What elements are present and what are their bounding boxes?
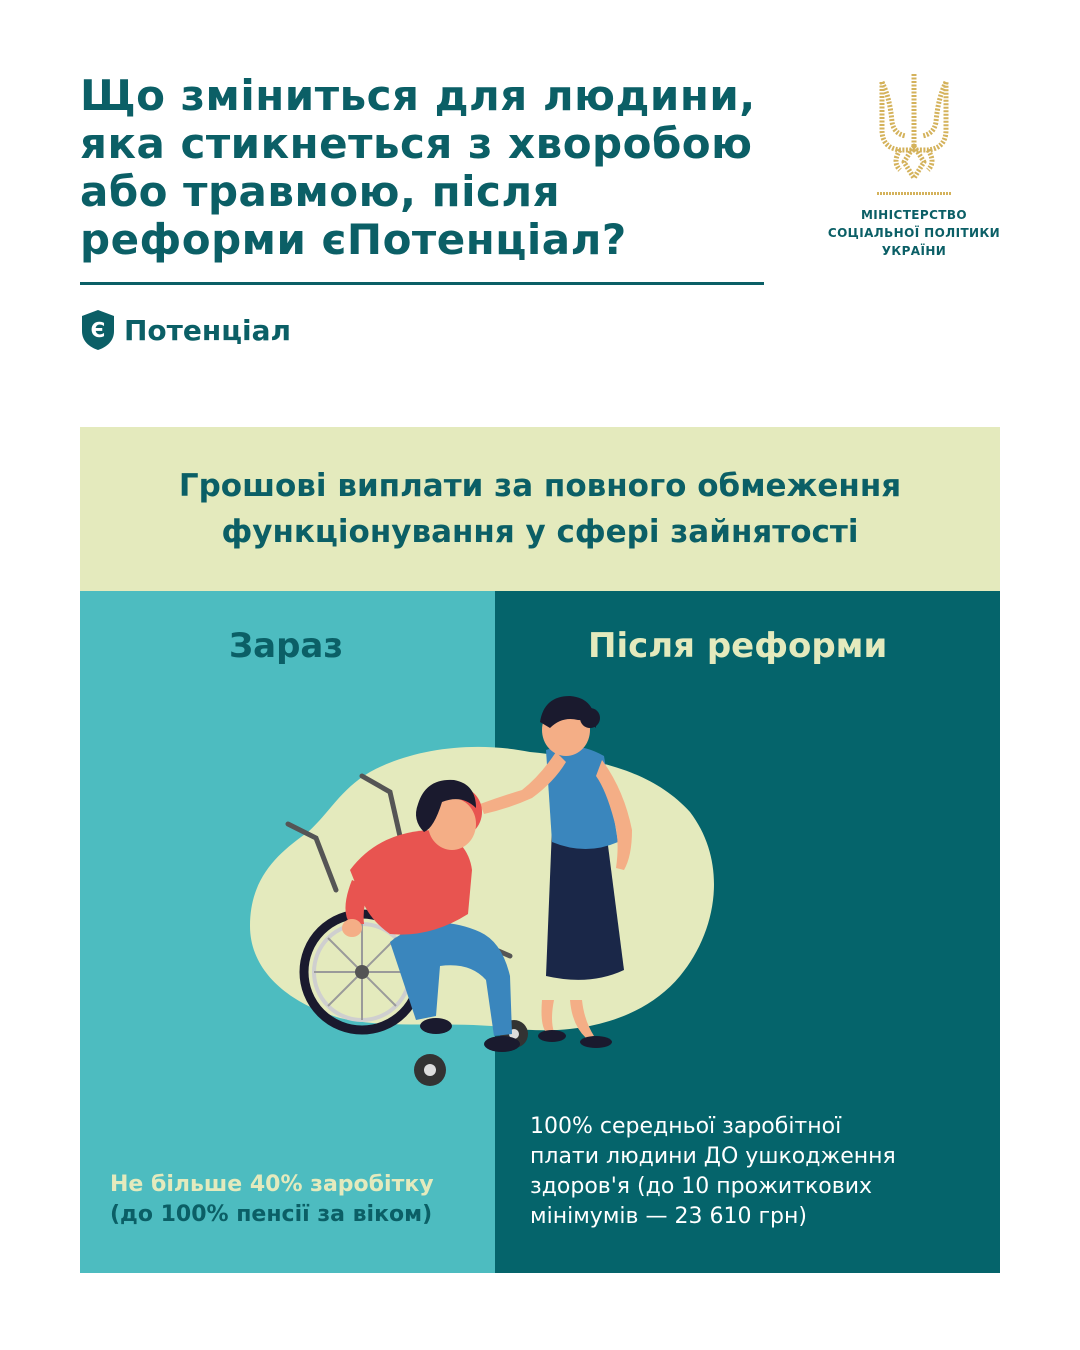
now-text-line: Не більше 40% заробітку — [110, 1172, 434, 1197]
now-description — [110, 1170, 434, 1230]
card-heading-line: Грошові виплати за повного обмеження — [178, 468, 902, 504]
trident-icon — [874, 70, 954, 182]
ministry-name — [800, 206, 1028, 260]
now-text-line: (до 100% пенсії за віком) — [110, 1202, 433, 1227]
shield-letter: Є — [90, 318, 106, 342]
ministry-name-line: СОЦІАЛЬНОЇ ПОЛІТИКИ — [827, 226, 1001, 240]
after-text-line: здоров'я (до 10 прожиткових — [530, 1174, 873, 1199]
title-line: Що зміниться для людини, — [80, 71, 756, 120]
card-heading — [80, 427, 1000, 591]
page-title — [80, 72, 780, 264]
after-description — [530, 1112, 896, 1232]
ministry-divider — [877, 192, 951, 195]
column-after-title: Після реформи — [588, 626, 888, 666]
background-blob — [250, 747, 714, 1030]
ministry-name-line: УКРАЇНИ — [881, 244, 947, 258]
brand-name: Потенціал — [124, 313, 291, 347]
brand-logo — [80, 308, 291, 352]
after-text-line: плати людини ДО ушкодження — [530, 1144, 896, 1169]
title-line: реформи єПотенціал? — [80, 215, 627, 264]
title-line: або травмою, після — [80, 167, 561, 216]
shield-e-icon — [80, 309, 116, 351]
ministry-logo — [800, 70, 1028, 260]
title-divider — [80, 282, 764, 285]
title-line: яка стикнеться з хворобою — [80, 119, 753, 168]
card-heading-line: функціонування у сфері зайнятості — [221, 514, 859, 550]
after-text-line: 100% середньої заробітної — [530, 1114, 842, 1139]
ministry-name-line: МІНІСТЕРСТВО — [860, 208, 968, 222]
column-now-title: Зараз — [229, 626, 344, 666]
wheelchair-care-illustration — [240, 680, 730, 1100]
after-text-line: мінімумів — 23 610 грн) — [530, 1204, 807, 1229]
